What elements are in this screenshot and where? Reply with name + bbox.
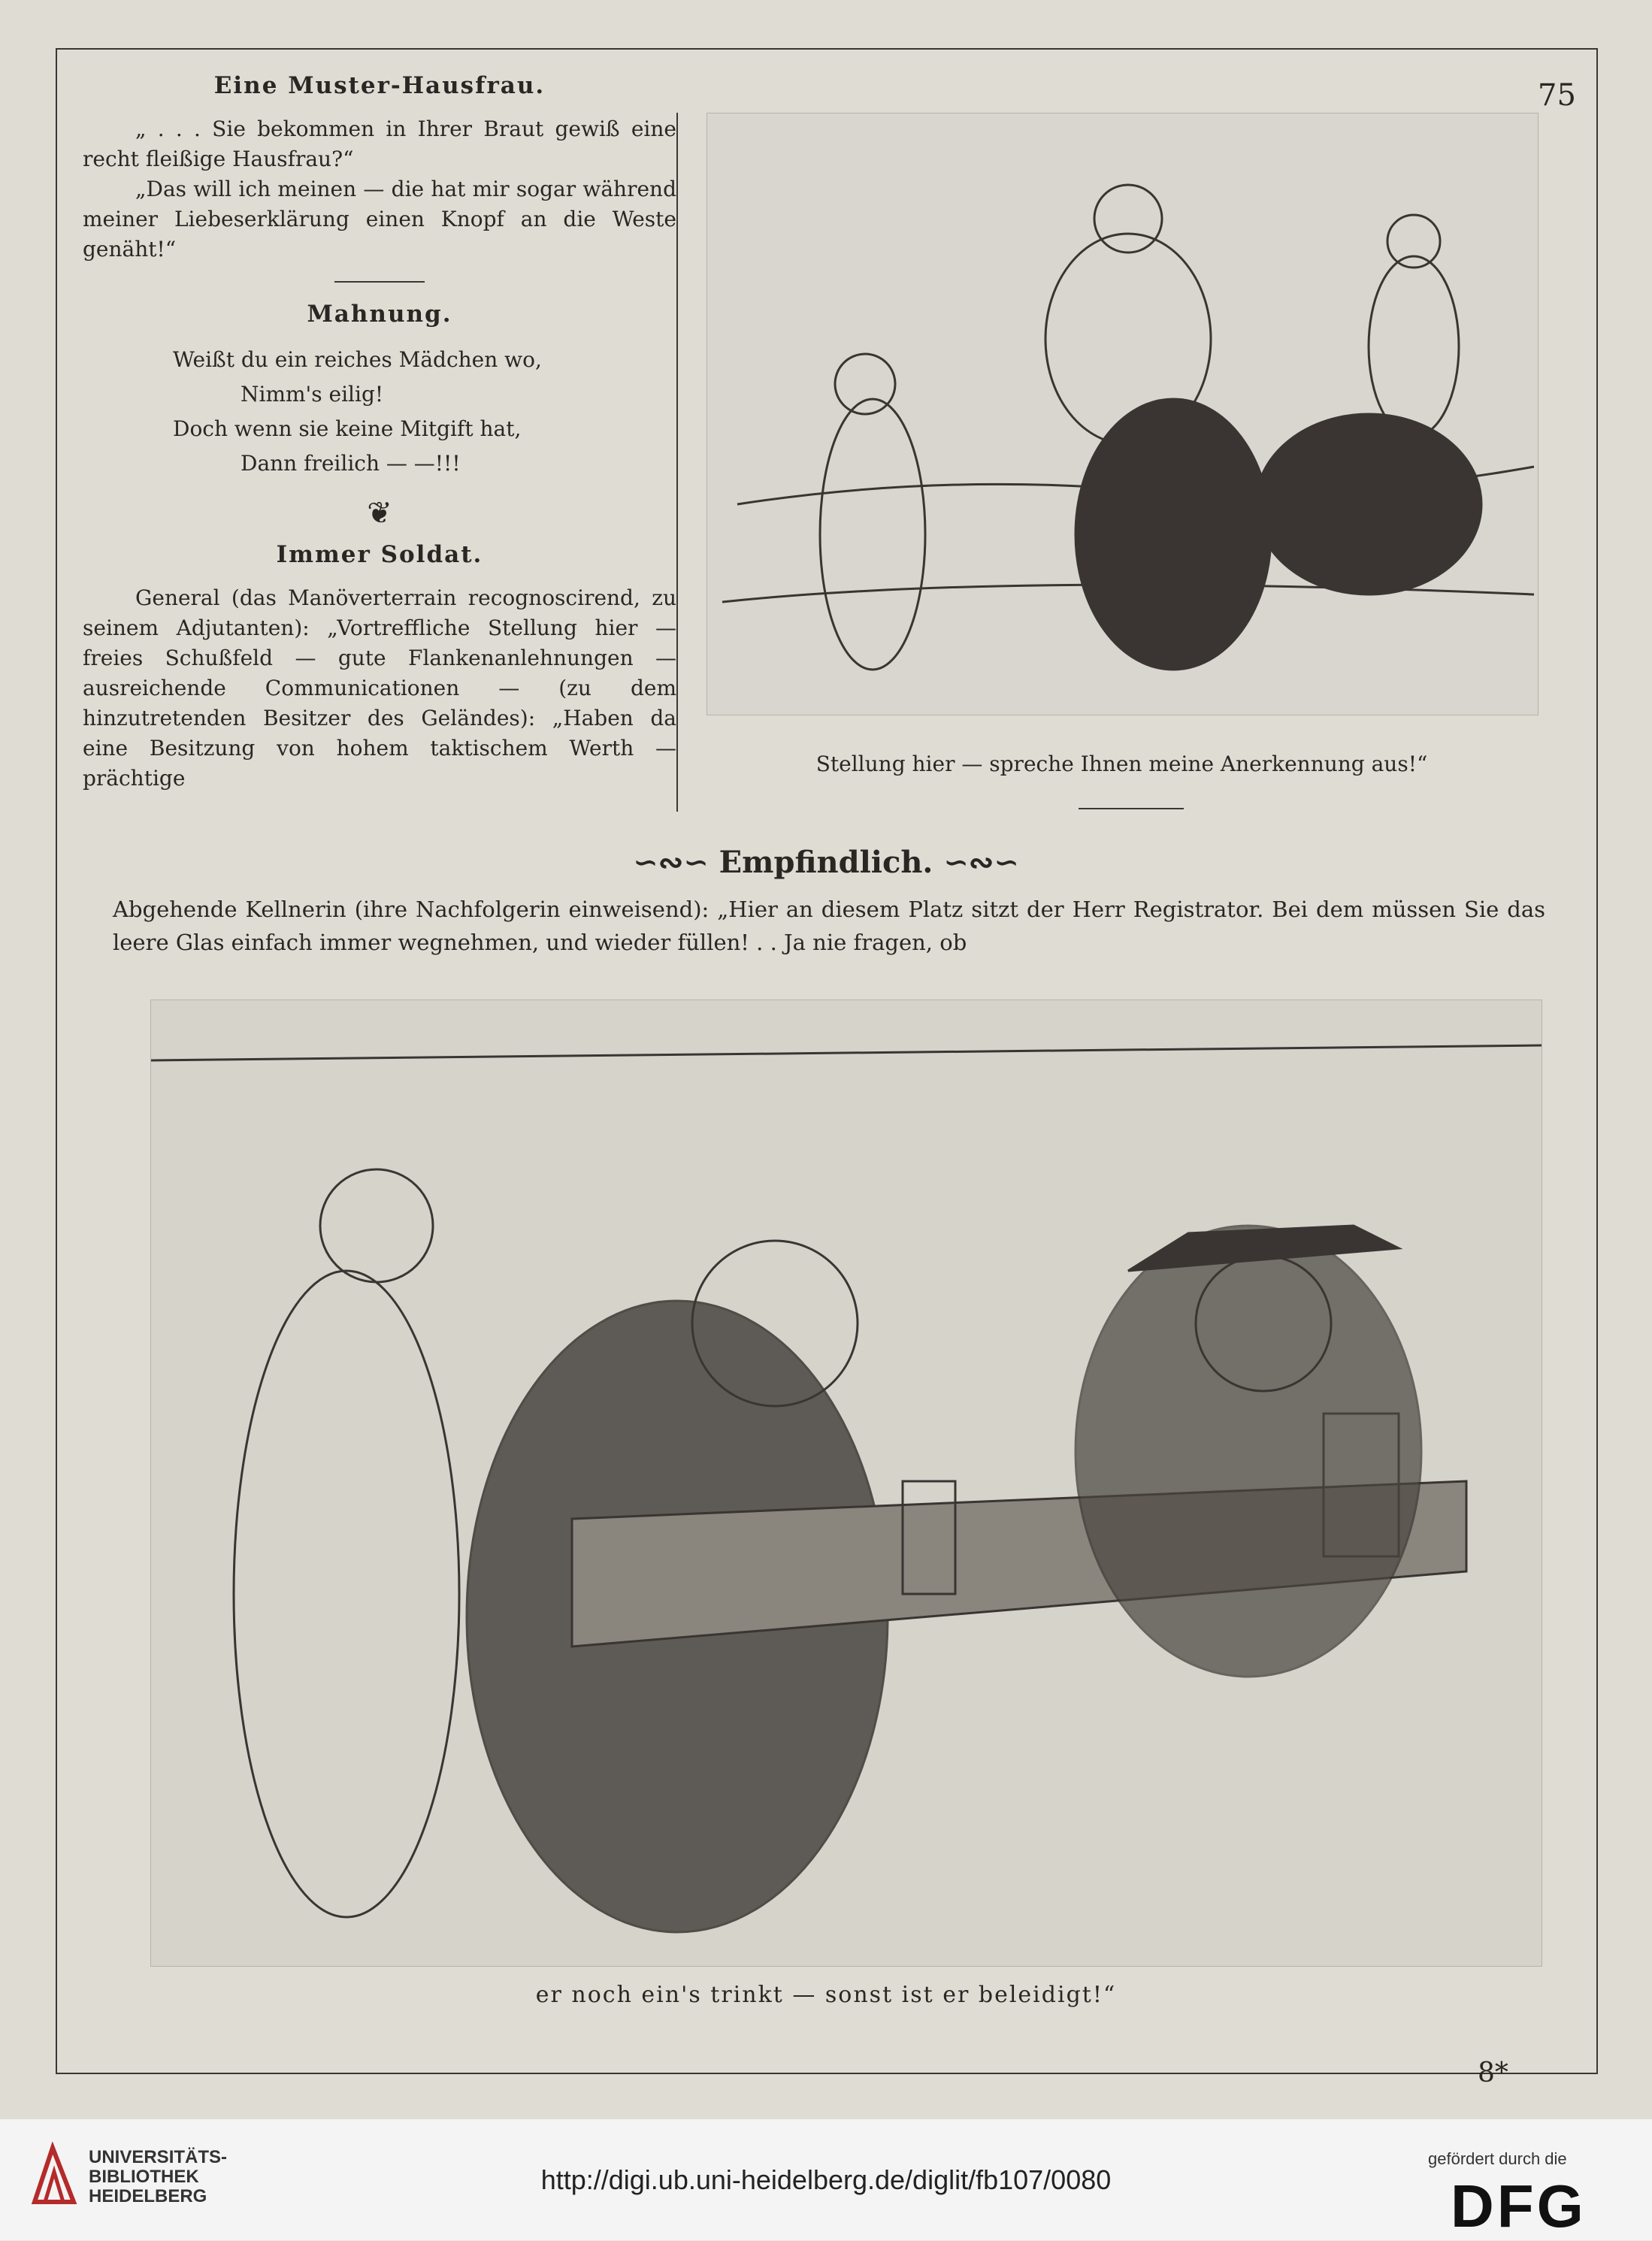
page-number: 75 bbox=[1538, 78, 1576, 113]
left-column bbox=[83, 72, 676, 794]
illustration-general-on-horseback bbox=[706, 113, 1539, 715]
section-divider bbox=[334, 281, 425, 283]
poem-line: Dann freilich — —!!! bbox=[241, 451, 461, 476]
title-text: Empfindlich. bbox=[719, 845, 933, 880]
illustration-tavern-scene bbox=[150, 1000, 1542, 1967]
poem-line: Weißt du ein reiches Mädchen wo, bbox=[173, 347, 542, 372]
empfindlich-text: Abgehende Kellnerin (ihre Nachfolgerin einweisend): „Hier an diesem Platz sitzt der Herr Registrator. Bei dem müssen Sie das leere Glas einfach immer wegnehmen, und wieder füllen! . . Ja nie fragen, ob bbox=[113, 897, 1545, 955]
ornament-right-icon: ∽∾∽ bbox=[933, 845, 1019, 880]
paragraph: „Das will ich meinen — die hat mir sogar während meiner Liebeserklärung einen Knopf an die Weste genäht!“ bbox=[83, 177, 676, 262]
poem-line: Nimm's eilig! bbox=[241, 382, 384, 407]
library-line: UNIVERSITÄTS- bbox=[89, 2147, 228, 2167]
section-title-mahnung: Mahnung. bbox=[307, 301, 452, 328]
fleuron-ornament-icon: ❦ bbox=[367, 496, 392, 531]
funding-label: gefördert durch die bbox=[1428, 2149, 1567, 2168]
poem bbox=[173, 343, 676, 481]
library-line: HEIDELBERG bbox=[89, 2186, 207, 2206]
signature-mark: 8* bbox=[1478, 2058, 1508, 2088]
source-url-link[interactable]: http://digi.ub.uni-heidelberg.de/diglit/fb107/0080 bbox=[540, 2164, 1112, 2195]
library-line: BIBLIOTHEK bbox=[89, 2167, 199, 2187]
paragraph: General (das Manöverterrain recognoscirend, zu seinem Adjutanten): „Vortreffliche Stellung hier — freies Schußfeld — gute Flankenanlehnungen — ausreichende Communicationen — (zu dem hinzutretenden Besitzer des Geländes): „Haben da eine Besitzung von hohem taktischem Werth — prächtige bbox=[83, 585, 676, 791]
section-title-muster-hausfrau: Eine Muster-Hausfrau. bbox=[213, 72, 546, 99]
illustration-caption: Stellung hier — spreche Ihnen meine Anerkennung aus!“ bbox=[815, 752, 1428, 776]
column-divider bbox=[676, 113, 678, 812]
caption-divider bbox=[1079, 808, 1184, 809]
illustration-caption: er noch ein's trinkt — sonst ist er beleidigt!“ bbox=[535, 1982, 1117, 2008]
footer-bar bbox=[0, 2119, 1652, 2240]
ornament-left-icon: ∽∾∽ bbox=[633, 845, 719, 880]
section-title-empfindlich bbox=[0, 845, 1652, 880]
section-title-immer-soldat: Immer Soldat. bbox=[276, 541, 483, 568]
paragraph: „ . . . Sie bekommen in Ihrer Braut gewiß eine recht fleißige Hausfrau?“ bbox=[83, 116, 676, 171]
poem-line: Doch wenn sie keine Mitgift hat, bbox=[173, 416, 522, 441]
dfg-logo: DFG bbox=[1451, 2173, 1587, 2239]
